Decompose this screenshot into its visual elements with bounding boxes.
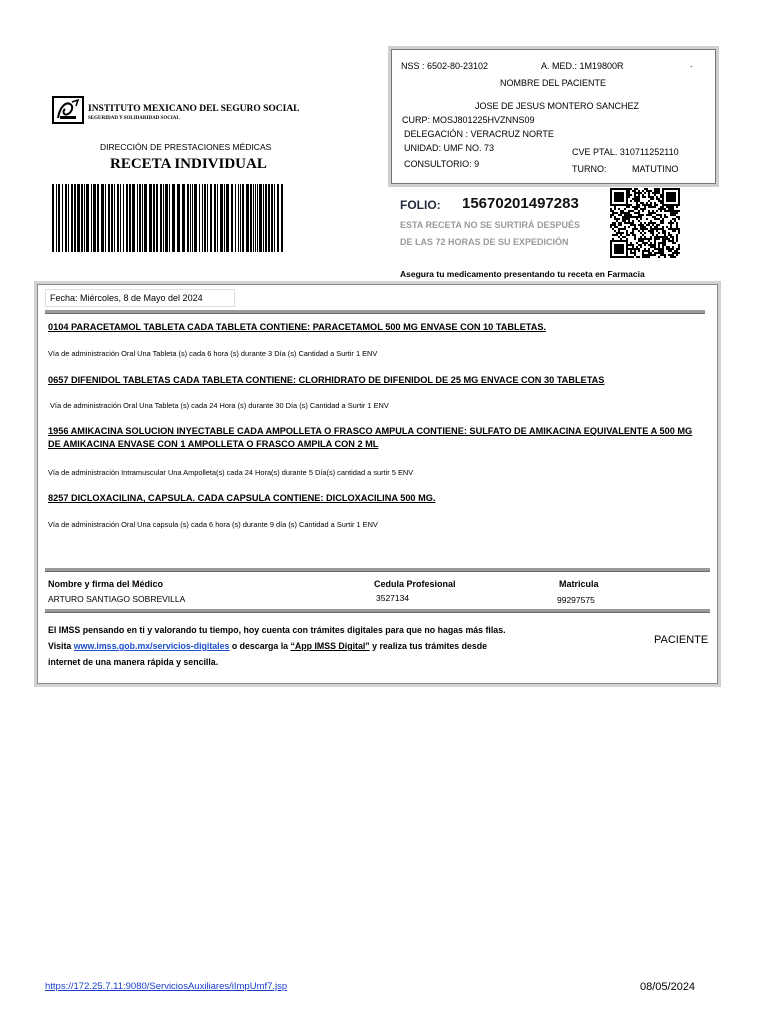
footer-date: 08/05/2024 [640, 981, 696, 993]
institution-subtitle: SEGURIDAD Y SOLIDARIDAD SOCIAL [88, 116, 180, 121]
prescription-date: Fecha: Miércoles, 8 de Mayo del 2024 [45, 289, 235, 307]
note-mid: o descarga la [229, 641, 291, 651]
turno-label: TURNO: [572, 164, 607, 174]
nss: NSS : 6502-80-23102 [401, 61, 489, 71]
a-med: A. MED.: 1M19800R [541, 61, 624, 71]
servicios-digitales-link[interactable]: www.imss.gob.mx/servicios-digitales [73, 641, 230, 651]
matricula-value: 99297575 [557, 595, 595, 605]
cve-ptal: CVE PTAL. 310711252110 [572, 147, 679, 157]
pharmacy-notice: Asegura tu medicamento presentando tu receta en Farmacia [400, 269, 645, 279]
qr-code-icon [610, 188, 680, 258]
divider [45, 609, 710, 613]
direccion-label: DIRECCIÓN DE PRESTACIONES MÉDICAS [100, 142, 272, 152]
note-rest: y realiza tus trámites desde [369, 641, 488, 651]
footer-url-link[interactable]: https://172.25.7.11:9080/ServiciosAuxiliares/iImpUmf7.jsp [45, 981, 288, 992]
folio-note-line1: ESTA RECETA NO SE SURTIRÁ DESPUÉS [400, 220, 581, 230]
medication-detail: Vía de administración Oral Una Tableta (s) cada 24 Hora (s) durante 30 Día (s) Cantidad a Surtir 1 ENV [50, 401, 389, 410]
dot-mark: . [690, 59, 693, 69]
medication-title: 0657 DIFENIDOL TABLETAS CADA TABLETA CONTIENE: CLORHIDRATO DE DIFENIDOL DE 25 MG ENVACE CON 30 TABLETAS [48, 375, 605, 385]
patient-name: JOSE DE JESUS MONTERO SANCHEZ [475, 101, 640, 111]
medico-label: Nombre y firma del Médico [48, 579, 164, 589]
medication-detail: Vía de administración Intramuscular Una Ampolleta(s) cada 24 Hora(s) durante 5 Día(s) cantidad a surtir 5 ENV [48, 468, 414, 477]
app-name: “App IMSS Digital” [290, 641, 370, 651]
medico-name: ARTURO SANTIAGO SOBREVILLA [48, 594, 186, 604]
imss-logo-icon [52, 96, 84, 124]
turno: MATUTINO [632, 164, 679, 174]
cedula-label: Cedula Profesional [374, 579, 456, 589]
folio-label: FOLIO: [400, 198, 441, 212]
medication-title: 1956 AMIKACINA SOLUCION INYECTABLE CADA AMPOLLETA O FRASCO AMPULA CONTIENE: SULFATO DE AMIKACINA EQUIVALENTE A 500 MG DE AMIKACINA ENVASE CON 1 AMPOLLETA O FRASCO AMPILA CON 2 ML [48, 426, 693, 449]
folio-note-line2: DE LAS 72 HORAS DE SU EXPEDICIÓN [400, 237, 569, 247]
divider [45, 568, 710, 572]
barcode-icon [52, 184, 284, 252]
matricula-label: Matricula [559, 579, 599, 589]
copy-label: PACIENTE [654, 634, 709, 646]
folio-number: 15670201497283 [462, 195, 579, 212]
note-visita: Visita [48, 641, 74, 651]
note-line1: El IMSS pensando en ti y valorando tu tiempo, hoy cuenta con trámites digitales para que no hagas más filas. [48, 625, 506, 635]
patient-name-label: NOMBRE DEL PACIENTE [500, 78, 607, 88]
note-line3: internet de una manera rápida y sencilla. [48, 657, 219, 667]
consultorio: CONSULTORIO: 9 [404, 159, 480, 169]
medication-title: 0104 PARACETAMOL TABLETA CADA TABLETA CONTIENE: PARACETAMOL 500 MG ENVASE CON 10 TABLETAS. [48, 322, 547, 332]
unidad: UNIDAD: UMF NO. 73 [404, 143, 495, 153]
patient-info-box [391, 49, 716, 184]
note-line2 [48, 638, 506, 654]
imss-digital-note [48, 622, 506, 670]
divider [45, 310, 705, 314]
cedula-value: 3527134 [376, 593, 410, 603]
document-title: RECETA INDIVIDUAL [110, 156, 267, 172]
medication-title: 8257 DICLOXACILINA, CAPSULA. CADA CAPSULA CONTIENE: DICLOXACILINA 500 MG. [48, 493, 436, 503]
medication-detail: Vía de administración Oral Una capsula (s) cada 6 hora (s) durante 9 día (s) Cantidad a Surtir 1 ENV [48, 520, 378, 529]
institution-name: INSTITUTO MEXICANO DEL SEGURO SOCIAL [88, 104, 300, 114]
medication-detail: Vía de administración Oral Una Tableta (s) cada 6 hora (s) durante 3 Día (s) Cantidad a Surtir 1 ENV [48, 349, 378, 358]
curp: CURP: MOSJ801225HVZNNS09 [402, 115, 535, 125]
delegacion: DELEGACIÓN : VERACRUZ NORTE [404, 129, 554, 139]
